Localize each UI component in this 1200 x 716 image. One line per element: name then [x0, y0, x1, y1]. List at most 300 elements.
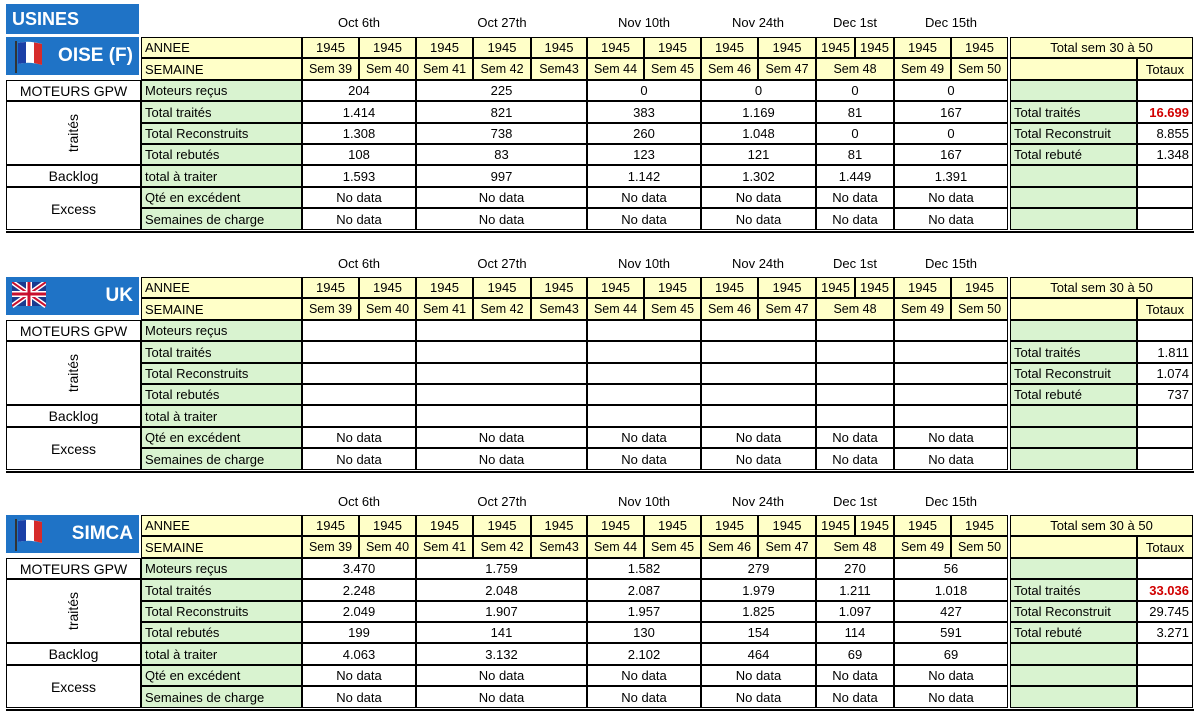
data-cell-total_a_traiter: 2.102	[587, 643, 701, 665]
summary-label: Total Reconstruit	[1010, 363, 1137, 384]
week-cell: Sem 39	[302, 298, 359, 320]
summary-label: Total rebuté	[1010, 622, 1137, 643]
group-backlog: Backlog	[6, 165, 141, 187]
data-cell-total_rebutes: 154	[701, 622, 816, 643]
data-cell-total_rebutes: 121	[701, 144, 816, 165]
group-traites-label: traités	[65, 113, 82, 153]
summary-blank-value	[1137, 686, 1193, 708]
year-cell: 1945	[758, 277, 816, 298]
no-data-cell: No data	[816, 665, 894, 686]
summary-blank-value	[1137, 427, 1193, 448]
data-cell-total_traites: 2.087	[587, 579, 701, 601]
summary-blank	[1010, 80, 1137, 101]
data-cell-total_a_traiter: 464	[701, 643, 816, 665]
data-cell-total_traites: 2.048	[416, 579, 587, 601]
france-flag-icon	[12, 517, 44, 551]
data-cell-total_a_traiter: 997	[416, 165, 587, 187]
year-cell: 1945	[416, 277, 473, 298]
summary-label: Total Reconstruit	[1010, 123, 1137, 144]
week-cell: Sem 40	[359, 536, 416, 558]
no-data-cell: No data	[894, 187, 1008, 208]
date-header: Dec 15th	[924, 493, 978, 509]
row-label-total_a_traiter: total à traiter	[141, 643, 302, 665]
row-label-semaines_charge: Semaines de charge	[141, 686, 302, 708]
section-bottom-rule	[6, 709, 1194, 711]
week-cell: Sem 49	[894, 58, 951, 80]
group-excess: Excess	[6, 427, 141, 470]
year-cell: 1945	[416, 515, 473, 536]
year-cell: 1945	[816, 37, 855, 58]
no-data-cell: No data	[894, 686, 1008, 708]
data-cell-moteurs_recus	[894, 320, 1008, 341]
data-cell-total_traites: 383	[587, 101, 701, 123]
week-cell: Sem 47	[758, 58, 816, 80]
year-cell: 1945	[359, 515, 416, 536]
data-cell-total_rebutes	[816, 384, 894, 405]
no-data-cell: No data	[416, 448, 587, 470]
no-data-cell: No data	[816, 187, 894, 208]
year-cell: 1945	[758, 515, 816, 536]
data-cell-total_reconstruits: 427	[894, 601, 1008, 622]
week-cell: Sem 39	[302, 536, 359, 558]
data-cell-moteurs_recus: 270	[816, 558, 894, 579]
week-cell: Sem43	[531, 536, 587, 558]
data-cell-total_traites: 1.211	[816, 579, 894, 601]
year-cell: 1945	[816, 277, 855, 298]
row-label-total_reconstruits: Total Reconstruits	[141, 363, 302, 384]
data-cell-total_traites: 2.248	[302, 579, 416, 601]
data-cell-moteurs_recus: 56	[894, 558, 1008, 579]
year-cell: 1945	[531, 37, 587, 58]
week-cell: Sem43	[531, 58, 587, 80]
week-cell: Sem 48	[816, 298, 894, 320]
summary-total: 8.855	[1137, 123, 1193, 144]
date-header: Nov 24th	[731, 493, 785, 509]
row-label-total_traites: Total traités	[141, 579, 302, 601]
data-cell-total_reconstruits	[416, 363, 587, 384]
section-title: OISE (F)	[6, 37, 139, 75]
no-data-cell: No data	[701, 448, 816, 470]
summary-blank	[1010, 643, 1137, 665]
no-data-cell: No data	[302, 686, 416, 708]
data-cell-total_rebutes: 81	[816, 144, 894, 165]
week-cell: Sem 41	[416, 536, 473, 558]
year-cell: 1945	[855, 515, 894, 536]
data-cell-total_reconstruits	[302, 363, 416, 384]
data-cell-total_a_traiter	[587, 405, 701, 427]
no-data-cell: No data	[816, 686, 894, 708]
week-cell: Sem 50	[951, 58, 1008, 80]
year-cell: 1945	[855, 37, 894, 58]
no-data-cell: No data	[302, 208, 416, 230]
week-cell: Sem 42	[473, 536, 531, 558]
data-cell-total_a_traiter: 69	[816, 643, 894, 665]
group-traites	[6, 579, 141, 643]
data-cell-total_a_traiter: 69	[894, 643, 1008, 665]
week-cell: Sem 42	[473, 58, 531, 80]
week-cell: Sem 49	[894, 536, 951, 558]
group-backlog: Backlog	[6, 643, 141, 665]
section-bottom-rule	[6, 471, 1194, 473]
summary-blank-value	[1137, 187, 1193, 208]
date-header: Oct 27th	[477, 14, 527, 30]
summary-total: 1.348	[1137, 144, 1193, 165]
no-data-cell: No data	[587, 187, 701, 208]
week-cell: Sem 44	[587, 58, 644, 80]
date-header: Nov 24th	[731, 255, 785, 271]
year-cell: 1945	[894, 277, 951, 298]
group-backlog: Backlog	[6, 405, 141, 427]
year-cell: 1945	[816, 515, 855, 536]
data-cell-moteurs_recus: 0	[701, 80, 816, 101]
no-data-cell: No data	[701, 208, 816, 230]
data-cell-total_reconstruits: 1.825	[701, 601, 816, 622]
row-label-annee: ANNEE	[141, 515, 302, 536]
data-cell-total_reconstruits: 0	[894, 123, 1008, 144]
year-cell: 1945	[587, 277, 644, 298]
data-cell-total_a_traiter	[701, 405, 816, 427]
year-cell: 1945	[951, 515, 1008, 536]
data-cell-total_traites: 821	[416, 101, 587, 123]
date-header: Dec 1st	[832, 493, 878, 509]
data-cell-moteurs_recus	[302, 320, 416, 341]
data-cell-moteurs_recus: 225	[416, 80, 587, 101]
data-cell-total_traites	[416, 341, 587, 363]
summary-blank	[1010, 187, 1137, 208]
year-cell: 1945	[701, 515, 758, 536]
year-cell: 1945	[951, 37, 1008, 58]
summary-total: 3.271	[1137, 622, 1193, 643]
no-data-cell: No data	[701, 427, 816, 448]
data-cell-total_reconstruits	[587, 363, 701, 384]
week-cell: Sem 46	[701, 536, 758, 558]
data-cell-total_a_traiter: 3.132	[416, 643, 587, 665]
group-traites	[6, 101, 141, 165]
date-header: Oct 6th	[338, 14, 380, 30]
date-header: Nov 24th	[731, 14, 785, 30]
data-cell-total_rebutes	[701, 384, 816, 405]
row-label-total_rebutes: Total rebutés	[141, 144, 302, 165]
date-header: Oct 6th	[338, 493, 380, 509]
year-cell: 1945	[302, 37, 359, 58]
totaux-label: Totaux	[1137, 58, 1193, 80]
data-cell-total_reconstruits: 1.957	[587, 601, 701, 622]
row-label-total_rebutes: Total rebutés	[141, 622, 302, 643]
data-cell-moteurs_recus: 0	[816, 80, 894, 101]
section-title: SIMCA	[6, 515, 139, 553]
data-cell-moteurs_recus: 1.759	[416, 558, 587, 579]
data-cell-total_rebutes	[587, 384, 701, 405]
no-data-cell: No data	[587, 208, 701, 230]
data-cell-moteurs_recus: 204	[302, 80, 416, 101]
week-cell: Sem 41	[416, 58, 473, 80]
row-label-qte_excedent: Qté en excédent	[141, 427, 302, 448]
summary-blank	[1010, 405, 1137, 427]
week-cell: Sem 49	[894, 298, 951, 320]
week-cell: Sem 41	[416, 298, 473, 320]
summary-blank-value	[1137, 80, 1193, 101]
row-label-semaine: SEMAINE	[141, 58, 302, 80]
total-blank	[1010, 536, 1137, 558]
no-data-cell: No data	[894, 208, 1008, 230]
data-cell-total_rebutes: 123	[587, 144, 701, 165]
group-moteurs-gpw: MOTEURS GPW	[6, 558, 141, 579]
row-label-moteurs_recus: Moteurs reçus	[141, 320, 302, 341]
no-data-cell: No data	[416, 686, 587, 708]
summary-label: Total rebuté	[1010, 384, 1137, 405]
year-cell: 1945	[701, 277, 758, 298]
data-cell-total_reconstruits	[701, 363, 816, 384]
group-moteurs-gpw: MOTEURS GPW	[6, 320, 141, 341]
data-cell-total_reconstruits: 260	[587, 123, 701, 144]
no-data-cell: No data	[416, 665, 587, 686]
data-cell-total_traites: 1.169	[701, 101, 816, 123]
year-cell: 1945	[758, 37, 816, 58]
date-header: Oct 6th	[338, 255, 380, 271]
no-data-cell: No data	[587, 427, 701, 448]
week-cell: Sem 42	[473, 298, 531, 320]
row-label-semaine: SEMAINE	[141, 536, 302, 558]
date-header: Nov 10th	[617, 493, 671, 509]
summary-blank-value	[1137, 405, 1193, 427]
summary-total: 33.036	[1137, 579, 1193, 601]
summary-blank-value	[1137, 320, 1193, 341]
week-cell: Sem 45	[644, 58, 701, 80]
summary-total: 737	[1137, 384, 1193, 405]
no-data-cell: No data	[894, 448, 1008, 470]
data-cell-total_reconstruits: 738	[416, 123, 587, 144]
group-traites-label: traités	[65, 591, 82, 631]
row-label-annee: ANNEE	[141, 277, 302, 298]
no-data-cell: No data	[587, 686, 701, 708]
date-header: Nov 10th	[617, 14, 671, 30]
data-cell-moteurs_recus	[416, 320, 587, 341]
data-cell-total_reconstruits: 1.097	[816, 601, 894, 622]
no-data-cell: No data	[701, 187, 816, 208]
row-label-semaines_charge: Semaines de charge	[141, 208, 302, 230]
no-data-cell: No data	[816, 448, 894, 470]
week-cell: Sem43	[531, 298, 587, 320]
data-cell-total_rebutes: 83	[416, 144, 587, 165]
year-cell: 1945	[473, 277, 531, 298]
data-cell-total_a_traiter	[816, 405, 894, 427]
no-data-cell: No data	[894, 665, 1008, 686]
summary-label: Total traités	[1010, 579, 1137, 601]
data-cell-total_rebutes: 108	[302, 144, 416, 165]
date-header: Dec 1st	[832, 255, 878, 271]
data-cell-total_a_traiter: 1.449	[816, 165, 894, 187]
summary-blank-value	[1137, 448, 1193, 470]
no-data-cell: No data	[894, 427, 1008, 448]
data-cell-total_reconstruits: 0	[816, 123, 894, 144]
summary-blank	[1010, 165, 1137, 187]
data-cell-total_rebutes: 199	[302, 622, 416, 643]
section-title: UK	[6, 277, 139, 315]
week-cell: Sem 48	[816, 58, 894, 80]
summary-blank	[1010, 665, 1137, 686]
data-cell-moteurs_recus	[587, 320, 701, 341]
week-cell: Sem 46	[701, 58, 758, 80]
data-cell-total_traites	[587, 341, 701, 363]
week-cell: Sem 40	[359, 58, 416, 80]
total-blank	[1010, 58, 1137, 80]
data-cell-total_traites: 167	[894, 101, 1008, 123]
total-header: Total sem 30 à 50	[1010, 515, 1193, 536]
data-cell-total_traites: 81	[816, 101, 894, 123]
year-cell: 1945	[894, 515, 951, 536]
year-cell: 1945	[894, 37, 951, 58]
summary-total: 29.745	[1137, 601, 1193, 622]
data-cell-moteurs_recus	[816, 320, 894, 341]
year-cell: 1945	[416, 37, 473, 58]
summary-blank	[1010, 558, 1137, 579]
summary-label: Total rebuté	[1010, 144, 1137, 165]
year-cell: 1945	[644, 515, 701, 536]
row-label-total_a_traiter: total à traiter	[141, 165, 302, 187]
group-excess: Excess	[6, 665, 141, 708]
data-cell-total_reconstruits: 2.049	[302, 601, 416, 622]
data-cell-moteurs_recus: 0	[587, 80, 701, 101]
year-cell: 1945	[951, 277, 1008, 298]
data-cell-total_rebutes	[894, 384, 1008, 405]
data-cell-total_rebutes: 130	[587, 622, 701, 643]
no-data-cell: No data	[416, 208, 587, 230]
data-cell-total_rebutes: 167	[894, 144, 1008, 165]
total-blank	[1010, 298, 1137, 320]
week-cell: Sem 44	[587, 536, 644, 558]
week-cell: Sem 40	[359, 298, 416, 320]
data-cell-total_a_traiter	[302, 405, 416, 427]
row-label-semaines_charge: Semaines de charge	[141, 448, 302, 470]
year-cell: 1945	[359, 277, 416, 298]
uk-flag-icon	[12, 282, 46, 308]
data-cell-total_traites	[894, 341, 1008, 363]
row-label-moteurs_recus: Moteurs reçus	[141, 80, 302, 101]
summary-blank	[1010, 208, 1137, 230]
row-label-qte_excedent: Qté en excédent	[141, 187, 302, 208]
data-cell-moteurs_recus: 279	[701, 558, 816, 579]
no-data-cell: No data	[587, 448, 701, 470]
week-cell: Sem 45	[644, 298, 701, 320]
week-cell: Sem 47	[758, 298, 816, 320]
data-cell-moteurs_recus: 1.582	[587, 558, 701, 579]
year-cell: 1945	[302, 515, 359, 536]
date-header: Nov 10th	[617, 255, 671, 271]
summary-label: Total traités	[1010, 341, 1137, 363]
data-cell-total_a_traiter	[416, 405, 587, 427]
data-cell-total_reconstruits	[894, 363, 1008, 384]
year-cell: 1945	[302, 277, 359, 298]
year-cell: 1945	[587, 515, 644, 536]
date-header: Oct 27th	[477, 255, 527, 271]
summary-blank	[1010, 448, 1137, 470]
data-cell-total_traites: 1.414	[302, 101, 416, 123]
year-cell: 1945	[701, 37, 758, 58]
summary-blank	[1010, 320, 1137, 341]
row-label-total_traites: Total traités	[141, 341, 302, 363]
row-label-semaine: SEMAINE	[141, 298, 302, 320]
week-cell: Sem 48	[816, 536, 894, 558]
no-data-cell: No data	[701, 665, 816, 686]
group-excess: Excess	[6, 187, 141, 230]
no-data-cell: No data	[701, 686, 816, 708]
total-header: Total sem 30 à 50	[1010, 277, 1193, 298]
summary-label: Total traités	[1010, 101, 1137, 123]
week-cell: Sem 46	[701, 298, 758, 320]
data-cell-total_a_traiter: 1.391	[894, 165, 1008, 187]
data-cell-total_traites	[816, 341, 894, 363]
data-cell-total_a_traiter: 4.063	[302, 643, 416, 665]
no-data-cell: No data	[302, 448, 416, 470]
totaux-label: Totaux	[1137, 298, 1193, 320]
data-cell-total_rebutes: 141	[416, 622, 587, 643]
week-cell: Sem 50	[951, 536, 1008, 558]
data-cell-total_rebutes: 114	[816, 622, 894, 643]
group-traites-label: traités	[65, 353, 82, 393]
week-cell: Sem 44	[587, 298, 644, 320]
data-cell-total_reconstruits: 1.048	[701, 123, 816, 144]
usines-title: USINES	[6, 4, 139, 34]
year-cell: 1945	[644, 277, 701, 298]
data-cell-total_traites: 1.979	[701, 579, 816, 601]
no-data-cell: No data	[816, 427, 894, 448]
summary-blank	[1010, 427, 1137, 448]
year-cell: 1945	[587, 37, 644, 58]
year-cell: 1945	[644, 37, 701, 58]
row-label-qte_excedent: Qté en excédent	[141, 665, 302, 686]
week-cell: Sem 45	[644, 536, 701, 558]
year-cell: 1945	[359, 37, 416, 58]
data-cell-total_rebutes: 591	[894, 622, 1008, 643]
no-data-cell: No data	[816, 208, 894, 230]
no-data-cell: No data	[302, 427, 416, 448]
data-cell-total_a_traiter: 1.593	[302, 165, 416, 187]
summary-total: 1.074	[1137, 363, 1193, 384]
row-label-moteurs_recus: Moteurs reçus	[141, 558, 302, 579]
row-label-total_a_traiter: total à traiter	[141, 405, 302, 427]
data-cell-total_a_traiter: 1.302	[701, 165, 816, 187]
data-cell-total_traites	[302, 341, 416, 363]
no-data-cell: No data	[302, 665, 416, 686]
data-cell-total_rebutes	[416, 384, 587, 405]
year-cell: 1945	[855, 277, 894, 298]
summary-blank-value	[1137, 643, 1193, 665]
data-cell-total_reconstruits	[816, 363, 894, 384]
data-cell-total_traites: 1.018	[894, 579, 1008, 601]
row-label-total_rebutes: Total rebutés	[141, 384, 302, 405]
date-header: Dec 15th	[924, 255, 978, 271]
summary-blank	[1010, 686, 1137, 708]
year-cell: 1945	[531, 277, 587, 298]
summary-total: 16.699	[1137, 101, 1193, 123]
data-cell-moteurs_recus	[701, 320, 816, 341]
week-cell: Sem 50	[951, 298, 1008, 320]
row-label-total_reconstruits: Total Reconstruits	[141, 601, 302, 622]
summary-blank-value	[1137, 665, 1193, 686]
france-flag-icon	[12, 39, 44, 73]
data-cell-total_a_traiter: 1.142	[587, 165, 701, 187]
row-label-total_reconstruits: Total Reconstruits	[141, 123, 302, 144]
data-cell-total_rebutes	[302, 384, 416, 405]
date-header: Oct 27th	[477, 493, 527, 509]
data-cell-moteurs_recus: 0	[894, 80, 1008, 101]
no-data-cell: No data	[587, 665, 701, 686]
summary-blank-value	[1137, 558, 1193, 579]
data-cell-moteurs_recus: 3.470	[302, 558, 416, 579]
data-cell-total_a_traiter	[894, 405, 1008, 427]
no-data-cell: No data	[416, 187, 587, 208]
section-bottom-rule	[6, 231, 1194, 233]
